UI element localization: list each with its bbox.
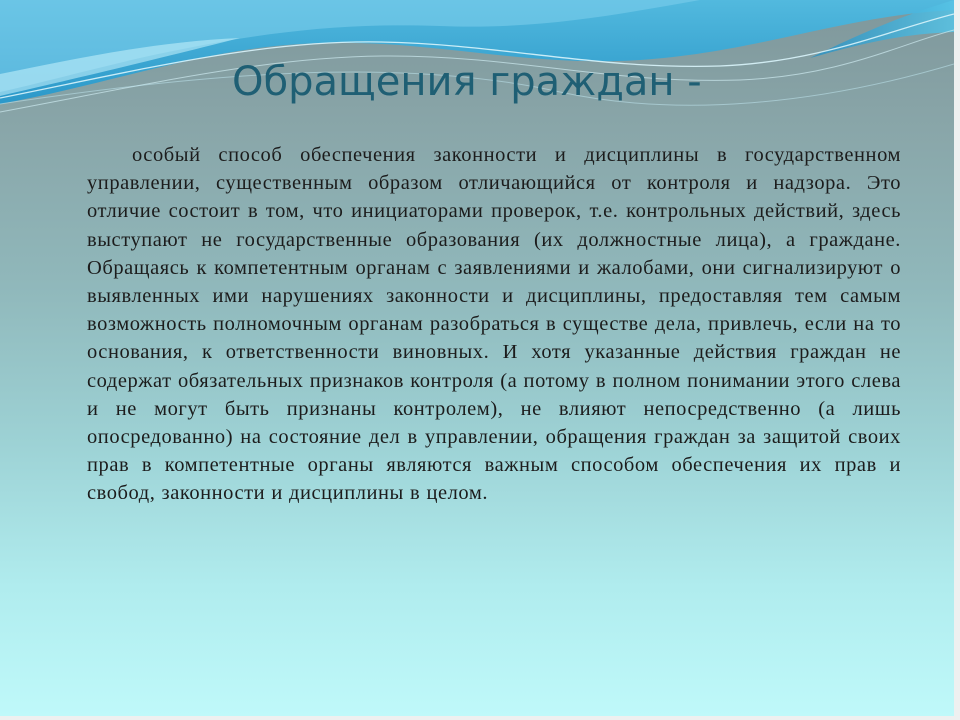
slide-edge-right (954, 0, 960, 720)
slide-title: Обращения граждан - (232, 59, 702, 105)
slide-body-text: особый способ обеспечения законности и дисциплины в государственном управлении, существенным образом отличающийся от контроля и надзора. Это отличие состоит в том, что инициаторами проверок, т.е. контрольных действий, здесь выступают не государственные образования (их должностные лица), а граждане. Обращаясь к компетентным органам с заявлениями и жалобами, они сигнализируют о выявленных ими нарушениях законности и дисциплины, предоставляя тем самым возможность полномочным органам разобраться в существе дела, привлечь, если на то основания, к ответственности виновных. И хотя указанные действия граждан не содержат обязательных признаков контроля (а потому в полном понимании этого слева и не могут быть признаны контролем), не влияют непосредственно (а лишь опосредованно) на состояние дел в управлении, обращения граждан за защитой своих прав в компетентные органы являются важным способом обеспечения их прав и свобод, законности и дисциплины в целом. (87, 144, 901, 505)
slide-edge-bottom (0, 716, 960, 720)
